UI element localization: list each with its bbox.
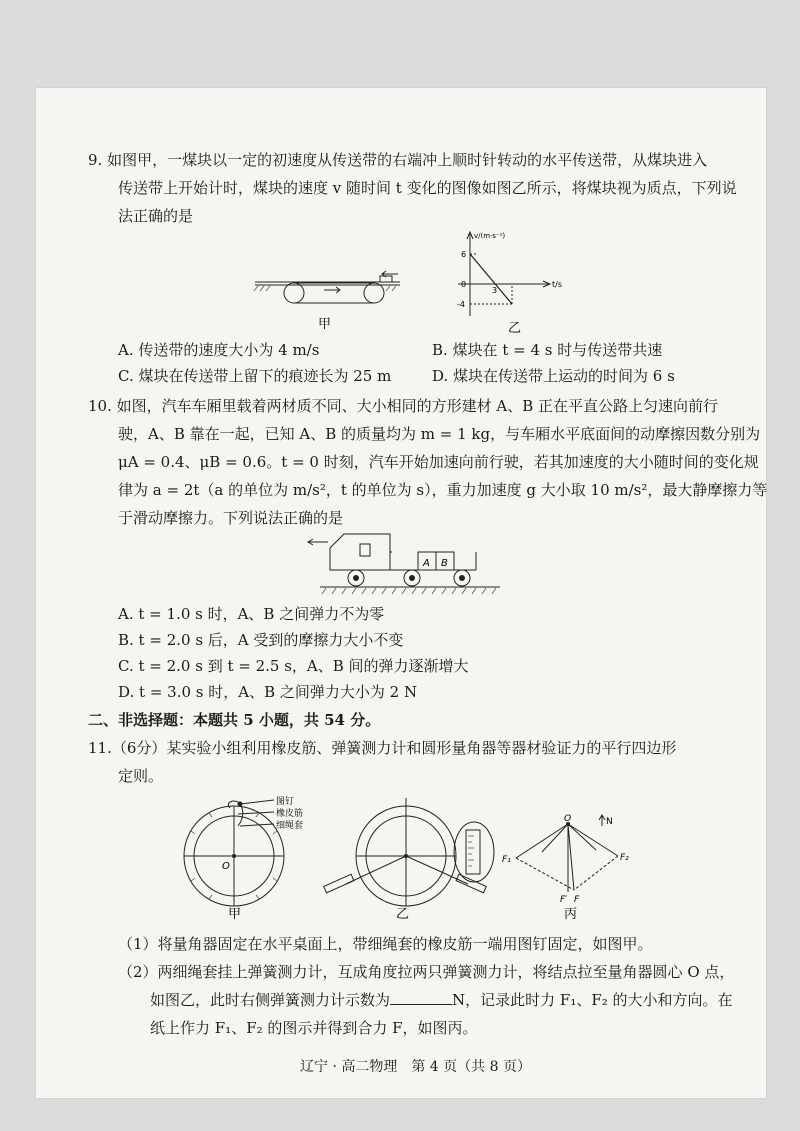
q9-line-1: 9. 如图甲，一煤块以一定的初速度从传送带的右端冲上顺时针转动的水平传送带，从煤块进入 bbox=[88, 151, 708, 169]
q11-sub2-text-before-blank: 如图乙，此时右侧弹簧测力计示数为 bbox=[150, 991, 391, 1009]
box-a-label: A bbox=[423, 558, 430, 569]
tick-0: 0 bbox=[461, 280, 467, 289]
q11-line-1: 11.（6分）某实验小组利用橡皮筋、弹簧测力计和圆形量角器等器材验证力的平行四边形 bbox=[88, 739, 677, 757]
q9-line-2: 传送带上开始计时，煤块的速度 v 随时间 t 变化的图像如图乙所示，将煤块视为质点，下列说 bbox=[118, 179, 737, 197]
q9-option-d: D. 煤块在传送带上运动的时间为 6 s bbox=[432, 367, 675, 385]
q11-sub2-line-2 bbox=[150, 990, 733, 1010]
jia-origin-label: O bbox=[222, 861, 230, 872]
tick-neg4: -4 bbox=[457, 300, 465, 309]
q10-line-4: 律为 a = 2t（a 的单位为 m/s²，t 的单位为 s），重力加速度 g 大小取 10 m/s²，最大静摩擦力等 bbox=[118, 481, 768, 499]
q10-line-5: 于滑动摩擦力。下列说法正确的是 bbox=[118, 509, 344, 527]
label-rubber-band: 橡皮筋 bbox=[276, 809, 304, 819]
q9-option-a: A. 传送带的速度大小为 4 m/s bbox=[118, 341, 320, 359]
conveyor-figure bbox=[250, 266, 410, 332]
section-2-heading: 二、非选择题：本题共 5 小题，共 54 分。 bbox=[88, 711, 381, 729]
label-f-prime: F′ bbox=[560, 895, 568, 905]
q9-option-c: C. 煤块在传送带上留下的痕迹长为 25 m bbox=[118, 367, 392, 385]
q11-fig-jia-label: 甲 bbox=[228, 907, 242, 922]
q10-line-2: 驶，A、B 靠在一起，已知 A、B 的质量均为 m = 1 kg，与车厢水平底面间的动摩擦因数分别为 bbox=[118, 425, 761, 443]
q10-option-a: A. t = 1.0 s 时，A、B 之间弹力不为零 bbox=[118, 605, 385, 623]
graph-ylabel: v/(m·s⁻¹) bbox=[474, 232, 506, 240]
tick-3: 3 bbox=[492, 286, 498, 295]
answer-blank[interactable] bbox=[390, 990, 452, 1005]
q11-fig-yi-label: 乙 bbox=[396, 907, 410, 922]
force-diagram-bing bbox=[498, 812, 648, 922]
truck-figure bbox=[300, 526, 520, 602]
protractor-figure-jia bbox=[178, 796, 328, 922]
q9-fig-yi-label: 乙 bbox=[508, 321, 522, 336]
bing-origin-label: O bbox=[564, 814, 572, 824]
north-label: N bbox=[606, 817, 613, 827]
q10-option-c: C. t = 2.0 s 到 t = 2.5 s，A、B 间的弹力逐渐增大 bbox=[118, 657, 469, 675]
q11-sub2-text-after-blank: N，记录此时力 F₁、F₂ 的大小和方向。在 bbox=[452, 991, 733, 1009]
q10-line-3: μA = 0.4、μB = 0.6。t = 0 时刻，汽车开始加速向前行驶，若其加速度的大小随时间的变化规 bbox=[118, 453, 759, 471]
q10-option-d: D. t = 3.0 s 时，A、B 之间弹力大小为 2 N bbox=[118, 683, 418, 701]
q11-line-2: 定则。 bbox=[118, 767, 164, 785]
label-f1: F₁ bbox=[502, 855, 511, 865]
label-string-loop: 细绳套 bbox=[276, 821, 304, 831]
q11-fig-bing-label: 丙 bbox=[564, 907, 578, 922]
page-footer: 辽宁 · 高二物理 第 4 页（共 8 页） bbox=[300, 1059, 531, 1075]
q9-fig-jia-label: 甲 bbox=[318, 317, 332, 332]
q9-line-3: 法正确的是 bbox=[118, 207, 194, 225]
q9-option-b: B. 煤块在 t = 4 s 时与传送带共速 bbox=[432, 341, 663, 359]
label-f2: F₂ bbox=[620, 853, 629, 863]
box-b-label: B bbox=[441, 558, 448, 569]
protractor-figure-yi bbox=[318, 796, 508, 922]
q11-sub1: （1）将量角器固定在水平桌面上，带细绳套的橡皮筋一端用图钉固定，如图甲。 bbox=[118, 935, 653, 953]
label-f: F bbox=[574, 895, 580, 905]
tick-6: 6 bbox=[461, 250, 467, 259]
q11-sub2-line-1: （2）两细绳套挂上弹簧测力计，互成角度拉两只弹簧测力计，将结点拉至量角器圆心 O 点， bbox=[118, 963, 735, 981]
q10-option-b: B. t = 2.0 s 后，A 受到的摩擦力大小不变 bbox=[118, 631, 404, 649]
vt-graph bbox=[448, 226, 568, 338]
q10-line-1: 10. 如图，汽车车厢里载着两材质不同、大小相同的方形建材 A、B 正在平直公路上匀速向前行 bbox=[88, 397, 719, 415]
graph-xlabel: t/s bbox=[552, 280, 562, 289]
q11-sub2-line-3: 纸上作力 F₁、F₂ 的图示并得到合力 F，如图丙。 bbox=[150, 1019, 478, 1037]
label-pin: 图钉 bbox=[276, 797, 295, 807]
